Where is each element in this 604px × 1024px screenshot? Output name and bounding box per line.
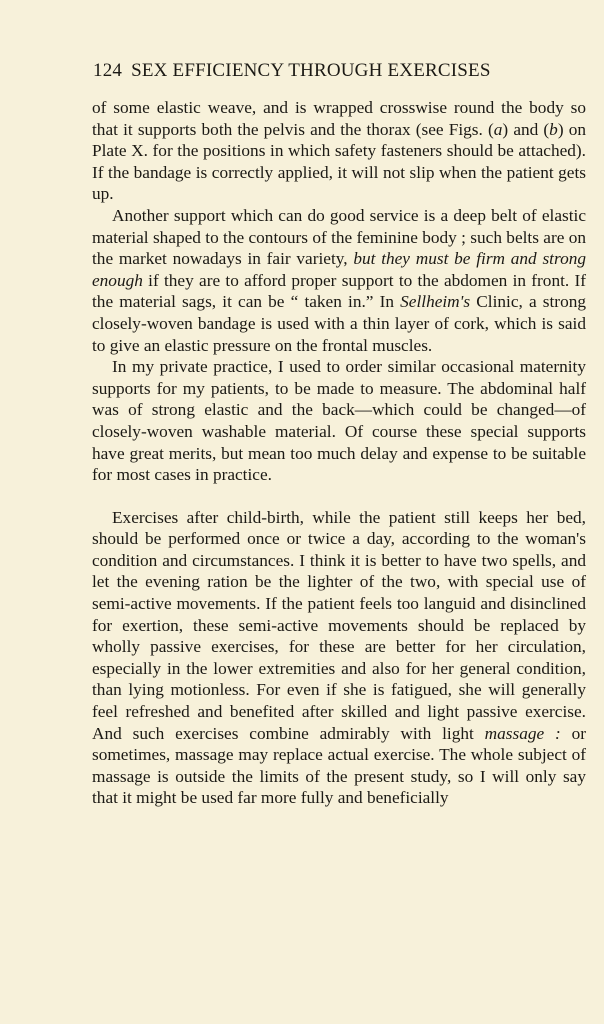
italic-segment: a bbox=[493, 119, 503, 139]
italic-segment: massage : bbox=[484, 723, 561, 743]
text-segment: Exercises after child-birth, while the patient still keeps her bed, should be performed once or twice a day, according to the woman's condition and circumstances. I think it is better to have two spells, and let the evening ration be the lighter of the two, with special use of semi-active movements. If the patient feels too languid and disinclined for exertion, these semi-active movements should be replaced by wholly passive exercises, for these are better for her circulation, especially in the lower extremities and also for her general condition, than lying motionless. For even if she is fatigued, she will generally feel refreshed and benefited after skilled and light passive exercise. And such exercises combine admirably with light bbox=[92, 507, 586, 743]
text-segment: Clinic, a strong closely-woven bandage is used with a thin layer of cork, which is said to give an elastic pressure on the frontal muscles. bbox=[92, 292, 586, 355]
italic-segment: Sellheim's bbox=[400, 292, 471, 312]
paragraph bbox=[92, 356, 586, 486]
text-segment: or sometimes, massage may replace actual exercise. The whole subject of massage is outside the limits of the present study, so I will only say that it might be used far more fully and beneficially bbox=[92, 723, 587, 808]
paragraph bbox=[92, 507, 586, 809]
text-segment: Another support which can do good service is a deep belt of elastic material shaped to the contours of the feminine body ; such belts are on the market nowadays in fair variety, bbox=[92, 205, 586, 269]
page-number: 124 bbox=[93, 60, 123, 81]
body-text bbox=[92, 97, 586, 809]
text-segment: of some elastic weave, and is wrapped crosswise round the body so that it supports both the pelvis and the thorax (see Figs. ( bbox=[92, 98, 586, 139]
text-segment: In my private practice, I used to order similar occasional maternity supports for my patients, to be made to measure. The abdominal half was of strong elastic and the back—which could be changed—of closely-woven washable material. Of course these special supports have great merits, but mean too much delay and expense to be suitable for most cases in practice. bbox=[92, 357, 586, 485]
italic-segment: but they must be firm and strong enough bbox=[92, 249, 586, 290]
italic-segment: b bbox=[549, 119, 558, 139]
text-segment: if they are to afford proper support to the abdomen in front. If the material sags, it can be “ taken in.” In bbox=[92, 270, 586, 312]
running-head bbox=[93, 60, 553, 86]
paragraph bbox=[92, 205, 586, 356]
text-segment: ) and ( bbox=[502, 119, 550, 139]
paragraph bbox=[92, 97, 586, 205]
text-segment: ) on Plate X. for the positions in which safety fasteners should be attached). If the bandage is correctly applied, it will not slip when the patient gets up. bbox=[92, 119, 587, 204]
running-title: SEX EFFICIENCY THROUGH EXERCISES bbox=[131, 60, 491, 81]
